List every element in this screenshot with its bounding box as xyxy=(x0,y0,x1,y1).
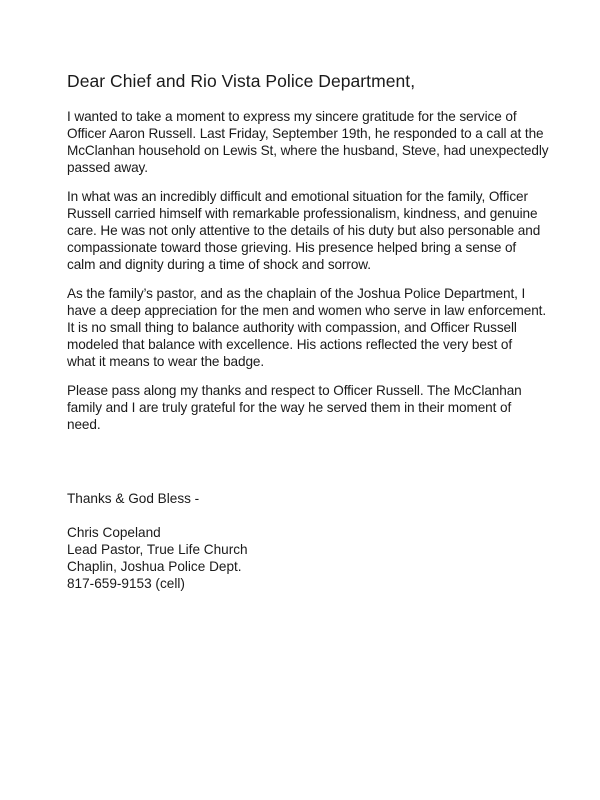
text-line: Please pass along my thanks and respect to Officer Russell. The McClanhan xyxy=(67,383,522,398)
text-line: family and I are truly grateful for the way he served them in their moment of xyxy=(67,400,512,415)
text-line: I wanted to take a moment to express my sincere gratitude for the service of xyxy=(67,109,517,124)
salutation: Dear Chief and Rio Vista Police Department, xyxy=(67,71,416,91)
signer-phone: 817-659-9153 (cell) xyxy=(67,576,185,591)
signer-name: Chris Copeland xyxy=(67,525,161,540)
text-line: It is no small thing to balance authority with compassion, and Officer Russell xyxy=(67,320,517,335)
text-line: care. He was not only attentive to the details of his duty but also personable and xyxy=(67,223,541,238)
text-line: Officer Aaron Russell. Last Friday, September 19th, he responded to a call at the xyxy=(67,126,544,141)
text-line: what it means to wear the badge. xyxy=(67,354,265,369)
text-line: McClanhan household on Lewis St, where the husband, Steve, had unexpectedly xyxy=(67,143,549,158)
text-line: have a deep appreciation for the men and women who serve in law enforcement. xyxy=(67,303,547,318)
text-line: need. xyxy=(67,417,101,432)
letter xyxy=(67,70,557,591)
text-line: passed away. xyxy=(67,160,148,175)
closing: Thanks & God Bless - xyxy=(67,491,200,506)
paragraph-thanks xyxy=(67,382,557,433)
text-line: calm and dignity during a time of shock and sorrow. xyxy=(67,257,371,272)
paragraph-gratitude xyxy=(67,108,557,176)
signer-title: Lead Pastor, True Life Church xyxy=(67,542,248,557)
paragraph-appreciation xyxy=(67,285,557,370)
text-line: compassionate toward those grieving. His presence helped bring a sense of xyxy=(67,240,517,255)
signer-title-secondary: Chaplin, Joshua Police Dept. xyxy=(67,559,242,574)
paragraph-professionalism xyxy=(67,188,557,273)
text-line: In what was an incredibly difficult and emotional situation for the family, Officer xyxy=(67,189,528,204)
text-line: modeled that balance with excellence. His actions reflected the very best of xyxy=(67,337,513,352)
signature-block xyxy=(67,524,248,592)
text-line: Russell carried himself with remarkable professionalism, kindness, and genuine xyxy=(67,206,538,221)
text-line: As the family’s pastor, and as the chaplain of the Joshua Police Department, I xyxy=(67,286,526,301)
